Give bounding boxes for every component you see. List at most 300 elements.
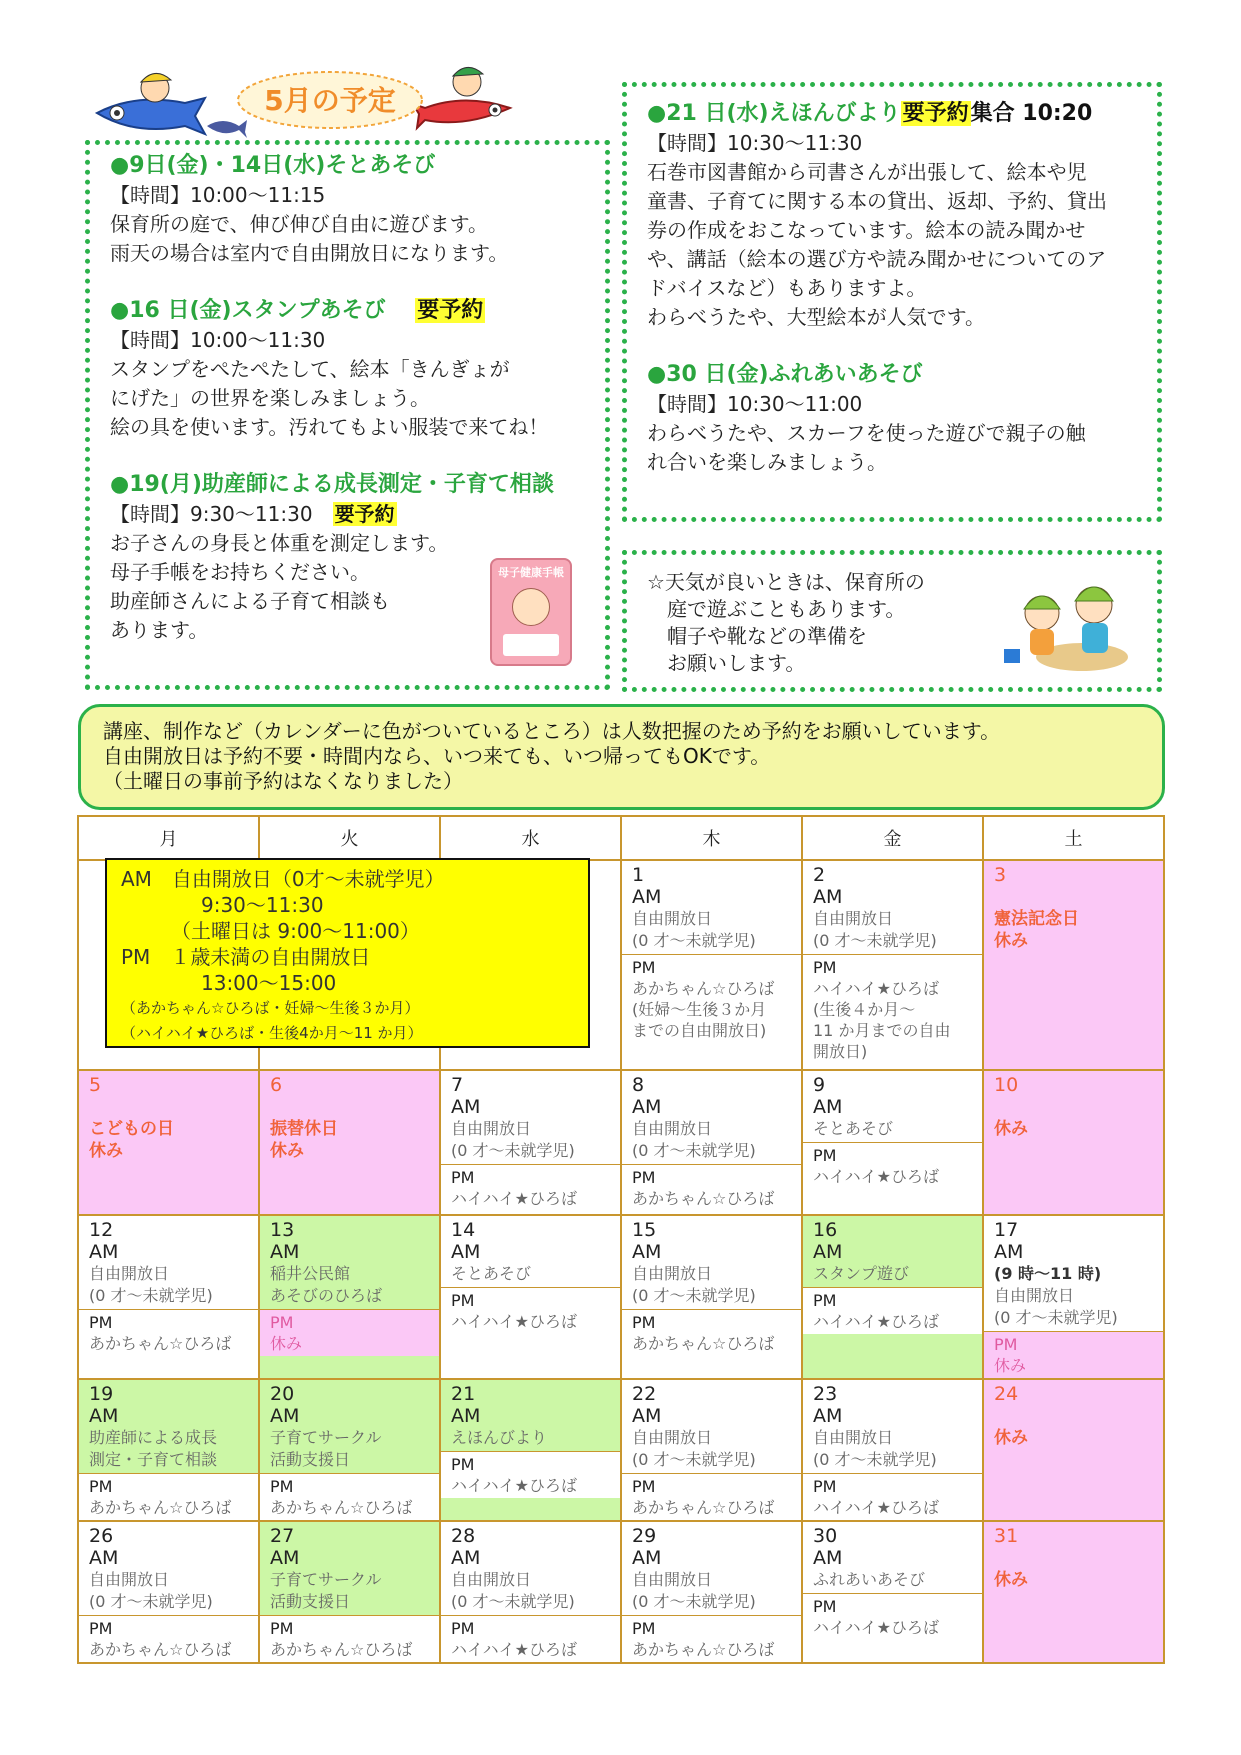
- notice-banner: [78, 704, 1165, 810]
- pm-section: [79, 1473, 258, 1520]
- pm-event-text: (妊婦〜生後３か月: [632, 1000, 767, 1019]
- am-event-text: 自由開放日: [632, 1570, 713, 1589]
- am-section: [441, 1522, 620, 1615]
- pm-section: [622, 1309, 801, 1356]
- day-number: 19: [89, 1383, 114, 1405]
- legend-line: 9:30〜11:30: [121, 893, 324, 917]
- pm-event-text: あかちゃん☆ひろば: [89, 1334, 232, 1353]
- pm-label: PM: [632, 1313, 656, 1332]
- pm-label: PM: [813, 1291, 837, 1310]
- pm-section: [441, 1164, 620, 1211]
- weekday-header: 水: [440, 816, 621, 860]
- am-event-text: (0 才〜未就学児): [813, 1450, 937, 1469]
- calendar-day-cell: [259, 1521, 440, 1663]
- calendar-day-cell: [802, 1521, 983, 1663]
- am-event-text: (0 才〜未就学児): [89, 1286, 213, 1305]
- am-section: [260, 1216, 439, 1309]
- calendar-day-cell: [440, 1521, 621, 1663]
- pm-label: PM: [813, 958, 837, 977]
- pm-label: PM: [632, 1477, 656, 1496]
- pm-label: PM: [451, 1291, 475, 1310]
- am-section: [803, 1071, 982, 1142]
- day-number: 15: [632, 1219, 657, 1241]
- am-label: AM: [270, 1405, 300, 1427]
- holiday-label: 休み: [89, 1141, 123, 1161]
- holiday-label: こどもの日: [89, 1119, 174, 1139]
- pm-label: PM: [813, 1597, 837, 1616]
- calendar-day-cell: [802, 1379, 983, 1521]
- am-section: [260, 1380, 439, 1473]
- event-heading: ●30 日(金)ふれあいあそび: [647, 362, 923, 387]
- day-content: [803, 861, 982, 1064]
- pm-event-text: 休み: [994, 1356, 1027, 1375]
- day-content: [622, 861, 801, 1043]
- legend-line: 13:00〜15:00: [121, 971, 337, 995]
- am-event-text: (0 才〜未就学児): [994, 1308, 1118, 1327]
- event-desc-line: 童書、子育てに関する本の貸出、返却、予約、貸出: [647, 189, 1107, 213]
- holiday-label: 休み: [994, 1428, 1028, 1448]
- day-number: 21: [451, 1383, 476, 1405]
- am-section: [260, 1071, 439, 1164]
- day-content: [803, 1071, 982, 1189]
- am-event-text: あそびのひろば: [270, 1286, 383, 1305]
- event-desc-line: 保育所の庭で、伸び伸び自由に遊びます。: [110, 212, 488, 236]
- am-section: [803, 1522, 982, 1593]
- day-number: 2: [813, 864, 826, 886]
- day-number: 20: [270, 1383, 295, 1405]
- calendar-day-cell: [621, 1215, 802, 1379]
- am-section: [984, 861, 1163, 954]
- day-content: [622, 1380, 801, 1520]
- am-label: AM: [813, 1096, 843, 1118]
- calendar-day-cell: [983, 1070, 1164, 1215]
- baby-face-icon: [512, 588, 550, 626]
- day-content: [984, 1522, 1163, 1593]
- day-content: [260, 1071, 439, 1164]
- weekday-header: 月: [78, 816, 259, 860]
- event-desc-line: わらべうたや、大型絵本が人気です。: [647, 305, 985, 329]
- pm-event-text: 11 か月までの自由: [813, 1021, 951, 1040]
- pm-section: [803, 1287, 982, 1334]
- event-sotoasobi: [110, 151, 605, 268]
- day-content: [803, 1216, 982, 1334]
- pm-section: [260, 1309, 439, 1356]
- pm-event-text: ハイハイ★ひろば: [451, 1640, 578, 1659]
- day-number: 22: [632, 1383, 657, 1405]
- am-section: [984, 1522, 1163, 1593]
- am-event-text: 自由開放日: [632, 1119, 713, 1138]
- pm-label: PM: [632, 958, 656, 977]
- left-events-box: [85, 140, 610, 690]
- day-content: [622, 1216, 801, 1356]
- am-event-text: 活動支援日: [270, 1450, 351, 1469]
- am-event-text: 子育てサークル: [270, 1570, 382, 1589]
- am-event-text: (0 才〜未就学児): [632, 1592, 756, 1611]
- am-section: [803, 861, 982, 954]
- pm-event-text: あかちゃん☆ひろば: [632, 1640, 775, 1659]
- pm-event-text: (生後４か月〜: [813, 1000, 916, 1019]
- calendar-day-cell: [440, 1070, 621, 1215]
- spacer: [994, 886, 1153, 908]
- calendar-day-cell: [440, 1379, 621, 1521]
- am-event-text: 自由開放日: [632, 1428, 713, 1447]
- event-desc-line: ドバイスなど）もありますよ。: [647, 276, 927, 300]
- am-event-text: (0 才〜未就学児): [632, 1141, 756, 1160]
- am-section: [441, 1071, 620, 1164]
- am-section: [622, 861, 801, 954]
- calendar-day-cell: [802, 1070, 983, 1215]
- day-number: 8: [632, 1074, 645, 1096]
- am-section: [79, 1522, 258, 1615]
- day-number: 6: [270, 1074, 283, 1096]
- am-section: [803, 1380, 982, 1473]
- pm-label: PM: [451, 1619, 475, 1638]
- pm-label: PM: [270, 1619, 294, 1638]
- day-content: [984, 1216, 1163, 1378]
- pm-label: PM: [89, 1313, 113, 1332]
- calendar-day-cell: [983, 1215, 1164, 1379]
- day-number: 1: [632, 864, 645, 886]
- pm-event-text: あかちゃん☆ひろば: [632, 1498, 775, 1517]
- pm-section: [622, 1473, 801, 1520]
- day-content: [803, 1522, 982, 1640]
- day-content: [441, 1380, 620, 1498]
- title-banner: [95, 58, 515, 138]
- day-number: 7: [451, 1074, 464, 1096]
- weekday-header: 火: [259, 816, 440, 860]
- koinobori-illustration: [95, 58, 515, 138]
- weekday-header: 金: [802, 816, 983, 860]
- pm-event-text: ハイハイ★ひろば: [813, 1167, 940, 1186]
- am-section: [622, 1071, 801, 1164]
- holiday-label: 憲法記念日: [994, 909, 1079, 929]
- day-number: 16: [813, 1219, 838, 1241]
- pm-event-text: までの自由開放日): [632, 1021, 767, 1040]
- am-section: [79, 1216, 258, 1309]
- am-label: AM: [813, 1547, 843, 1569]
- am-label: AM: [632, 1547, 662, 1569]
- pm-label: PM: [813, 1146, 837, 1165]
- pm-event-text: 開放日): [813, 1042, 868, 1061]
- pm-label: PM: [813, 1477, 837, 1496]
- day-number: 23: [813, 1383, 838, 1405]
- am-label: AM: [451, 1547, 481, 1569]
- spacer: [994, 1096, 1153, 1118]
- am-event-text: スタンプ遊び: [813, 1264, 910, 1283]
- calendar-week-row: [78, 1215, 1164, 1379]
- pm-section: [441, 1287, 620, 1334]
- pm-event-text: あかちゃん☆ひろば: [270, 1498, 413, 1517]
- notice-line: 講座、制作など（カレンダーに色がついているところ）は人数把握のため予約をお願いしています。: [103, 719, 1001, 743]
- pm-label: PM: [994, 1335, 1018, 1354]
- pm-section: [622, 1164, 801, 1211]
- event-desc-line: 母子手帳をお持ちください。: [110, 560, 370, 584]
- day-content: [622, 1071, 801, 1211]
- am-label: AM: [270, 1547, 300, 1569]
- pm-label: PM: [89, 1619, 113, 1638]
- legend-line: （あかちゃん☆ひろば・妊婦〜生後３か月）: [121, 999, 420, 1017]
- event-desc-line: スタンプをぺたぺたして、絵本「きんぎょが: [110, 357, 510, 381]
- calendar-day-cell: [802, 860, 983, 1070]
- weather-box: [622, 550, 1162, 692]
- legend-line: AM 自由開放日（0才〜未就学児）: [121, 867, 445, 891]
- calendar-day-cell: [621, 1379, 802, 1521]
- calendar-week-row: [78, 1070, 1164, 1215]
- am-event-text: 自由開放日: [994, 1286, 1075, 1305]
- calendar-day-cell: [983, 860, 1164, 1070]
- calendar-day-cell: [983, 1379, 1164, 1521]
- reservation-badge: 要予約: [902, 101, 969, 126]
- holiday-label: 振替休日: [270, 1119, 338, 1139]
- event-desc-line: 助産師さんによる子育て相談も: [110, 589, 390, 613]
- calendar-day-cell: [259, 1215, 440, 1379]
- day-number: 30: [813, 1525, 838, 1547]
- pm-label: PM: [451, 1455, 475, 1474]
- pm-section: [803, 1593, 982, 1640]
- am-label: AM: [994, 1241, 1024, 1263]
- pm-event-text: ハイハイ★ひろば: [451, 1189, 578, 1208]
- pm-label: PM: [270, 1477, 294, 1496]
- event-desc-line: や、講話（絵本の選び方や読み聞かせについてのア: [647, 247, 1107, 271]
- am-event-text: (0 才〜未就学児): [451, 1141, 575, 1160]
- am-event-text: (0 才〜未就学児): [632, 1450, 756, 1469]
- event-heading: ●19(月)助産師による成長測定・子育て相談: [110, 472, 554, 497]
- day-content: [260, 1522, 439, 1662]
- pm-event-text: ハイハイ★ひろば: [813, 1618, 940, 1637]
- am-label: AM: [451, 1096, 481, 1118]
- am-event-text: (0 才〜未就学児): [813, 931, 937, 950]
- am-section: [984, 1071, 1163, 1142]
- day-content: [984, 861, 1163, 954]
- pm-event-text: ハイハイ★ひろば: [451, 1476, 578, 1495]
- holiday-label: 休み: [994, 1570, 1028, 1590]
- event-desc-line: わらべうたや、スカーフを使った遊びで親子の触: [647, 421, 1086, 445]
- calendar-day-cell: [78, 1070, 259, 1215]
- day-content: [79, 1216, 258, 1356]
- pm-section: [260, 1473, 439, 1520]
- day-number: 9: [813, 1074, 826, 1096]
- calendar-legend: [105, 858, 590, 1048]
- day-number: 26: [89, 1525, 114, 1547]
- notice-line: 自由開放日は予約不要・時間内なら、いつ来ても、いつ帰ってもOKです。: [103, 744, 771, 768]
- pm-event-text: あかちゃん☆ひろば: [89, 1640, 232, 1659]
- am-section: [441, 1380, 620, 1451]
- event-desc-line: 石巻市図書館から司書さんが出張して、絵本や児: [647, 160, 1087, 184]
- pm-section: [79, 1309, 258, 1356]
- pm-event-text: あかちゃん☆ひろば: [632, 1334, 775, 1353]
- event-desc-line: 絵の具を使います。汚れてもよい服装で来てね！: [110, 415, 549, 439]
- am-event-text: 自由開放日: [451, 1119, 532, 1138]
- weekday-header: 土: [983, 816, 1164, 860]
- day-content: [984, 1071, 1163, 1142]
- calendar-day-cell: [983, 1521, 1164, 1663]
- day-content: [622, 1522, 801, 1662]
- am-event-text: そとあそび: [451, 1264, 532, 1283]
- day-number: 13: [270, 1219, 295, 1241]
- reservation-badge: 要予約: [417, 298, 484, 323]
- am-event-text: えほんびより: [451, 1428, 548, 1447]
- am-event-text: 自由開放日: [451, 1570, 532, 1589]
- legend-line: （土曜日は 9:00〜11:00）: [121, 919, 420, 943]
- pm-event-text: あかちゃん☆ひろば: [632, 1189, 775, 1208]
- am-section: [441, 1216, 620, 1287]
- am-label: AM: [632, 1096, 662, 1118]
- event-desc-line: にげた」の世界を楽しみましょう。: [110, 386, 430, 410]
- am-label: AM: [89, 1241, 119, 1263]
- am-event-text: 自由開放日: [89, 1264, 170, 1283]
- am-event-text: 活動支援日: [270, 1592, 351, 1611]
- event-heading: ●16 日(金)スタンプあそび 要予約: [110, 298, 484, 323]
- day-content: [260, 1380, 439, 1520]
- day-content: [260, 1216, 439, 1356]
- am-section: [79, 1380, 258, 1473]
- day-number: 10: [994, 1074, 1019, 1096]
- pm-label: PM: [632, 1168, 656, 1187]
- pm-event-text: ハイハイ★ひろば: [451, 1312, 578, 1331]
- holiday-label: 休み: [270, 1141, 304, 1161]
- pm-label: PM: [270, 1313, 294, 1332]
- day-number: 27: [270, 1525, 295, 1547]
- am-event-text: 子育てサークル: [270, 1428, 382, 1447]
- am-event-text: (0 才〜未就学児): [451, 1592, 575, 1611]
- day-number: 5: [89, 1074, 102, 1096]
- pm-event-text: ハイハイ★ひろば: [813, 1312, 940, 1331]
- day-content: [441, 1071, 620, 1211]
- day-content: [79, 1380, 258, 1520]
- day-number: 14: [451, 1219, 476, 1241]
- pm-event-text: あかちゃん☆ひろば: [89, 1498, 232, 1517]
- am-section: [260, 1522, 439, 1615]
- handbook-illustration: [490, 558, 572, 666]
- am-label: AM: [813, 1241, 843, 1263]
- holiday-label: 休み: [994, 931, 1028, 951]
- pm-event-text: あかちゃん☆ひろば: [270, 1640, 413, 1659]
- spacer: [89, 1096, 248, 1118]
- event-desc-line: お子さんの身長と体重を測定します。: [110, 531, 449, 555]
- calendar-day-cell: [259, 1379, 440, 1521]
- calendar-day-cell: [78, 1521, 259, 1663]
- am-event-text: (0 才〜未就学児): [89, 1592, 213, 1611]
- day-number: 12: [89, 1219, 114, 1241]
- am-section: [984, 1380, 1163, 1451]
- pm-section: [803, 954, 982, 1064]
- spacer: [270, 1096, 429, 1118]
- am-event-text: 自由開放日: [632, 909, 713, 928]
- pm-section: [79, 1615, 258, 1662]
- day-content: [984, 1380, 1163, 1451]
- weather-line: お願いします。: [647, 651, 806, 675]
- event-time: 【時間】10:00〜11:15: [110, 183, 326, 207]
- pm-section: [984, 1331, 1163, 1378]
- am-label: AM: [89, 1547, 119, 1569]
- am-event-text: (0 才〜未就学児): [632, 931, 756, 950]
- pm-section: [441, 1451, 620, 1498]
- am-label: AM: [451, 1241, 481, 1263]
- holiday-label: 休み: [994, 1119, 1028, 1139]
- event-fureai: [647, 360, 1157, 477]
- pm-event-text: あかちゃん☆ひろば: [632, 979, 775, 998]
- calendar-day-cell: [78, 1379, 259, 1521]
- event-heading: ●21 日(水)えほんびより要予約集合 10:20: [647, 101, 1093, 126]
- pm-section: [622, 954, 801, 1043]
- day-content: [79, 1522, 258, 1662]
- weekday-header-row: [78, 816, 1164, 860]
- am-event-text: そとあそび: [813, 1119, 894, 1138]
- weather-line: ☆天気が良いときは、保育所の: [647, 570, 925, 594]
- pm-label: PM: [632, 1619, 656, 1638]
- day-number: 24: [994, 1383, 1019, 1405]
- pm-event-text: ハイハイ★ひろば: [813, 1498, 940, 1517]
- am-event-text: 測定・子育て相談: [89, 1450, 218, 1469]
- am-section: [79, 1071, 258, 1164]
- am-section: [984, 1216, 1163, 1331]
- am-event-text: (9 時〜11 時): [994, 1264, 1102, 1283]
- am-label: AM: [813, 1405, 843, 1427]
- event-ehonbiyori: [647, 99, 1157, 332]
- children-sandbox-illustration: [1002, 565, 1132, 675]
- calendar-day-cell: [78, 1215, 259, 1379]
- calendar-week-row: [78, 1521, 1164, 1663]
- legend-line: PM １歳未満の自由開放日: [121, 945, 371, 969]
- day-number: 28: [451, 1525, 476, 1547]
- event-desc-line: 券の作成をおこなっています。絵本の読み聞かせ: [647, 218, 1086, 242]
- pm-label: PM: [89, 1477, 113, 1496]
- day-content: [79, 1071, 258, 1164]
- am-section: [622, 1380, 801, 1473]
- am-label: AM: [632, 1405, 662, 1427]
- am-label: AM: [632, 886, 662, 908]
- am-event-text: 自由開放日: [813, 1428, 894, 1447]
- event-desc-line: れ合いを楽しみましょう。: [647, 450, 887, 474]
- calendar-day-cell: [621, 1070, 802, 1215]
- am-event-text: 助産師による成長: [89, 1428, 218, 1447]
- calendar-day-cell: [621, 1521, 802, 1663]
- am-event-text: 自由開放日: [89, 1570, 170, 1589]
- weekday-header: 木: [621, 816, 802, 860]
- day-content: [441, 1522, 620, 1662]
- am-event-text: 自由開放日: [813, 909, 894, 928]
- am-label: AM: [632, 1241, 662, 1263]
- am-label: AM: [813, 886, 843, 908]
- event-stamp: [110, 296, 605, 442]
- page-title: 5月の予定: [264, 84, 396, 117]
- handbook-title: 母子健康手帳: [498, 566, 564, 579]
- calendar-day-cell: [440, 1215, 621, 1379]
- reservation-badge: 要予約: [334, 502, 395, 526]
- event-desc-line: あります。: [110, 618, 209, 642]
- event-heading: ●9日(金)・14日(水)そとあそび: [110, 153, 436, 178]
- pm-event-text: 休み: [270, 1334, 303, 1353]
- spacer: [994, 1405, 1153, 1427]
- right-events-box: [622, 82, 1162, 522]
- pm-section: [260, 1615, 439, 1662]
- pm-label: PM: [451, 1168, 475, 1187]
- am-event-text: 自由開放日: [632, 1264, 713, 1283]
- calendar-day-cell: [621, 860, 802, 1070]
- am-label: AM: [89, 1405, 119, 1427]
- event-time: 【時間】10:30〜11:30: [647, 131, 863, 155]
- day-number: 29: [632, 1525, 657, 1547]
- event-time: 【時間】10:00〜11:30: [110, 328, 326, 352]
- event-desc-line: 雨天の場合は室内で自由開放日になります。: [110, 241, 509, 265]
- calendar-day-cell: [259, 1070, 440, 1215]
- day-number: 31: [994, 1525, 1019, 1547]
- day-content: [803, 1380, 982, 1520]
- calendar-week-row: [78, 1379, 1164, 1521]
- legend-line: （ハイハイ★ひろば・生後4か月〜11 か月）: [121, 1024, 423, 1042]
- day-number: 17: [994, 1219, 1019, 1241]
- day-content: [441, 1216, 620, 1334]
